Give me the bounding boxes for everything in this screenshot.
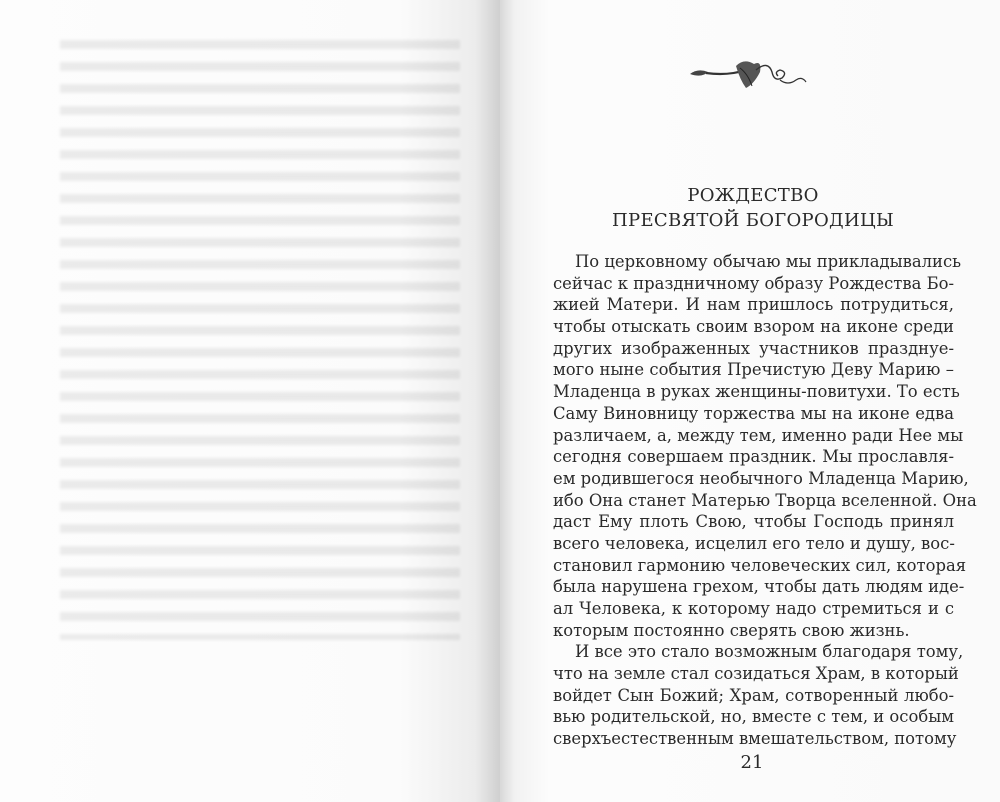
- chapter-title-line-2: ПРЕСВЯТОЙ БОГОРОДИЦЫ: [612, 210, 894, 231]
- text-line: войдет Сын Божий; Храм, сотворенный любо-: [553, 685, 954, 705]
- text-line: была нарушена грехом, чтобы дать людям иде-: [553, 577, 965, 597]
- body-text: [553, 251, 977, 750]
- text-line: сейчас к праздничному образу Рождества Бо-: [553, 273, 955, 293]
- text-line: ибо Она станет Матерью Творца вселенной. Она: [553, 490, 977, 510]
- text-line: ем родившегося необычного Младенца Марию,: [553, 468, 969, 488]
- bleed-through-texture: [60, 40, 460, 640]
- text-line: сегодня совершаем праздник. Мы прославля-: [553, 447, 954, 467]
- text-line: Саму Виновницу торжества мы на иконе едва: [553, 403, 954, 423]
- text-line: По церковному обычаю мы прикладывались: [575, 252, 962, 271]
- text-line: различаем, а, между тем, именно ради Нее мы: [553, 425, 964, 445]
- text-line: становил гармонию человеческих сил, которая: [553, 555, 967, 575]
- page-number: 21: [740, 752, 764, 773]
- text-line: других изображенных участников празднуе-: [553, 338, 954, 358]
- text-line: И все это стало возможным благодаря тому,: [575, 642, 964, 662]
- chapter-title-line-1: РОЖДЕСТВО: [687, 185, 819, 206]
- text-line: жией Матери. И нам пришлось потрудиться,: [553, 295, 954, 315]
- text-line: Младенца в руках женщины-повитухи. То есть: [553, 382, 960, 402]
- text-line: которым постоянно сверять свою жизнь.: [553, 620, 910, 640]
- text-line: всего человека, исцелил его тело и душу, вос-: [553, 533, 955, 553]
- text-line: ал Человека, к которому надо стремиться и с: [553, 599, 954, 618]
- text-line: сверхъестественным вмешательством, потому: [553, 729, 957, 749]
- text-line: даст Ему плоть Свою, чтобы Господь принял: [553, 512, 954, 532]
- text-line: вью родительской, но, вместе с тем, и особым: [553, 707, 954, 727]
- floral-ornament-icon: [688, 58, 812, 98]
- text-line: что на земле стал созидаться Храм, в который: [553, 664, 959, 684]
- text-line: мого ныне события Пречистую Деву Марию –: [553, 360, 954, 380]
- text-line: чтобы отыскать своим взором на иконе среди: [553, 317, 954, 337]
